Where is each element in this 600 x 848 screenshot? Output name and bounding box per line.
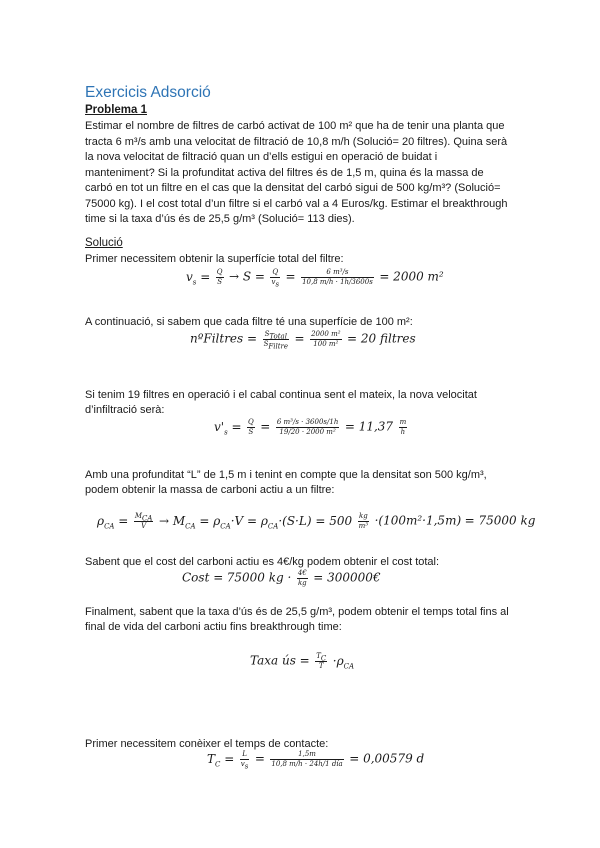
problem-line: manteniment? Si la profunditat activa del filtres és de 1,5 m, quina és la massa de xyxy=(85,166,484,179)
equation-lhs: Cost = xyxy=(182,570,224,585)
equation-new-velocity: $v'_s$ = $\frac{Q}{S}$ = $\frac{\text{6 m³/s · 3600s/1h}}{\text{19/20 · 2000 m²}}$ = 11,37 $\frac{m}{h}$ xyxy=(214,418,407,436)
problem-statement xyxy=(85,119,517,228)
solution-text-6a: Finalment, sabent que la taxa d’ús és de 25,5 g/m³, podem obtenir el temps total fins al xyxy=(85,606,509,618)
equation-result: = 300000€ xyxy=(313,570,381,585)
solution-heading: Solució xyxy=(85,237,123,249)
solution-text-7: Primer necessitem conèixer el temps de contacte: xyxy=(85,738,329,750)
solution-text-6b: final de vida del carboni actiu fins breakthrough time: xyxy=(85,621,342,633)
solution-text-2: A continuació, si sabem que cada filtre té una superfície de 100 m²: xyxy=(85,316,413,328)
problem-line: tracta 6 m³/s amb una velocitat de filtració de 10,8 m/h (Solució= 20 filtres). Quina serà xyxy=(85,135,508,148)
problem-line: carbó en tot un filtre en el cas que la densitat del carbó sigui de 500 kg/m³? (Solució= xyxy=(85,182,501,194)
page-title: Exercicis Adsorció xyxy=(85,84,211,101)
equation-usage-rate: Taxa ús = $\frac{T_C}{T}$ $\cdot\rho_{CA}$ xyxy=(250,652,355,670)
equation-result: = 0,00579 d xyxy=(349,751,425,766)
solution-text-3b: d’infiltració serà: xyxy=(85,404,165,416)
solution-text-1: Primer necessitem obtenir la superfície total del filtre: xyxy=(85,253,344,265)
equation-lhs: Taxa ús = xyxy=(250,653,310,668)
problem-line: la nova velocitat de filtració quan un d’ells estigui en operació de buidat i xyxy=(85,151,438,163)
problem-heading: Problema 1 xyxy=(85,104,147,116)
equation-contact-time: $T_C$ = $\frac{L}{v_s}$ = $\frac{1,5m}{\text{10,8 m/h · 24h/1 día}}$ = 0,00579 d xyxy=(207,750,425,771)
problem-line: Estimar el nombre de filtres de carbó activat de 100 m² que ha de tenir una planta que xyxy=(85,120,505,132)
solution-text-3a: Si tenim 19 filtres en operació i el cabal continua sent el mateix, la nova velocitat xyxy=(85,389,477,401)
equation-result: = 75000 kg xyxy=(464,513,536,528)
equation-cost: Cost = 75000 kg · $\frac{4€}{kg}$ = 300000€ xyxy=(182,569,381,587)
solution-text-4a: Amb una profunditat “L” de 1,5 m i tenint en compte que la densitat son 500 kg/m³, xyxy=(85,469,487,481)
equation-lhs: nºFiltres = xyxy=(190,331,258,346)
equation-surface: $v_s$ = $\frac{Q}{S}$ → S = $\frac{Q}{v_s}$ = $\frac{\text{6 m³/s}}{10,8 m/h \cdot 1h/3600s}$ = 2000 m² xyxy=(186,268,444,289)
equation-result: = 11,37 xyxy=(344,419,394,434)
equation-filters: nºFiltres = $\frac{S_{Total}}{S_{Filtre}}$ = $\frac{\text{2000 m²}}{\text{100 m²}}$ = 20 filtres xyxy=(190,330,416,351)
equation-result: = 2000 m² xyxy=(379,269,444,284)
solution-text-5: Sabent que el cost del carboni actiu es 4€/kg podem obtenir el cost total: xyxy=(85,556,440,568)
equation-mass: $\rho_{CA}$ = $\frac{M_{CA}}{V}$ → $M_{CA} = \rho_{CA}\cdot V = \rho_{CA}\cdot(S\cdot L) = 500$ $\frac{kg}{\text{m³}}$ ·(100m²·1,5m) = 75000 kg xyxy=(97,512,536,530)
solution-text-4b: podem obtenir la massa de carboni actiu a un filtre: xyxy=(85,484,335,496)
problem-line: time si la taxa d’ús és de 25,5 g/m³ (Solució= 113 dies). xyxy=(85,213,355,225)
equation-mid: 75000 kg · xyxy=(226,570,292,585)
equation-result: = 20 filtres xyxy=(347,331,416,346)
problem-line: 75000 kg). I el cost total d’un filtre si el carbó val a 4 Euros/kg. Estimar el breakthrough xyxy=(85,197,508,210)
